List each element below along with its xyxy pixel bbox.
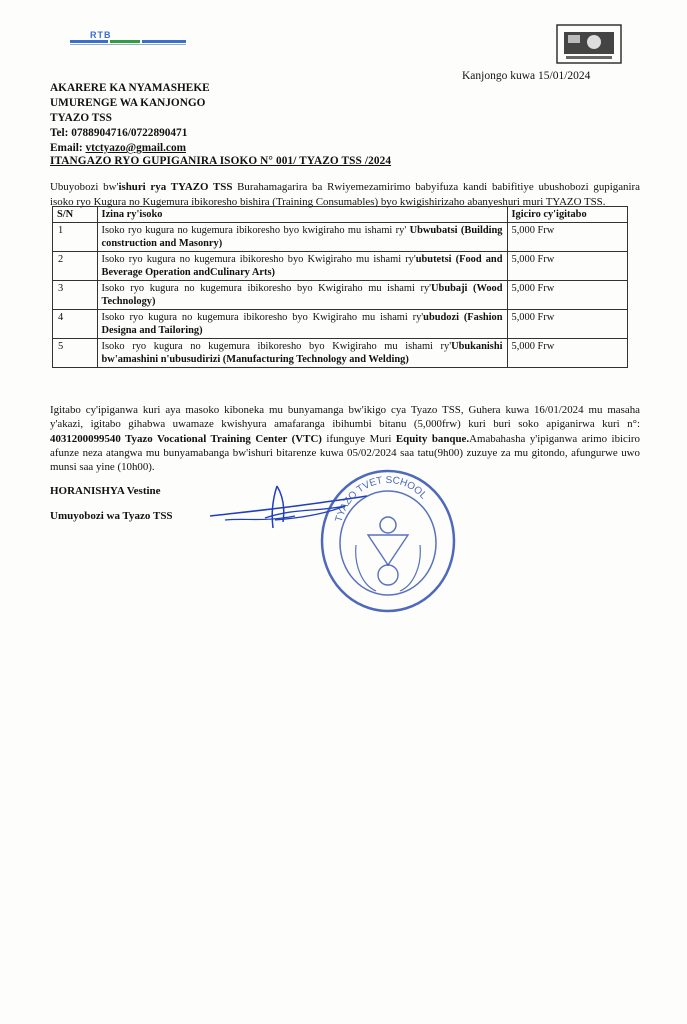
table-row <box>53 339 628 368</box>
header-sn: S/N <box>53 207 98 223</box>
email-line <box>50 141 210 156</box>
notice-title: ITANGAZO RYO GUPIGANIRA ISOKO N° 001/ TYAZO TSS /2024 <box>50 155 392 167</box>
letterhead <box>50 81 210 156</box>
row-text: Isoko ryo kugura no kugemura ibikoresho byo Kwigiraho mu ishami ry' <box>101 254 416 265</box>
row-department: Ubukanishi bw'amashini n'ubusudirizi (Manufacturing Technology and Welding) <box>101 341 503 365</box>
header-name: Izina ry'isoko <box>97 207 507 223</box>
body-paragraph <box>50 403 640 474</box>
table-row <box>53 310 628 339</box>
row-department: ubutetsi (Food and Beverage Operation andCulinary Arts) <box>101 254 503 278</box>
official-stamp-icon <box>318 465 458 615</box>
document-date: Kanjongo kuwa 15/01/2024 <box>462 70 591 82</box>
row-sn: 5 <box>53 339 98 368</box>
rtb-logo <box>70 30 190 52</box>
intro-text-1: Ubuyobozi bw' <box>50 181 119 193</box>
body-text-2: ifunguye Muri <box>321 432 396 445</box>
school-logo-icon <box>554 22 624 66</box>
row-description <box>97 252 507 281</box>
row-price: 5,000 Frw <box>507 252 627 281</box>
row-price: 5,000 Frw <box>507 310 627 339</box>
row-department: Ububaji (Wood Technology) <box>101 283 503 307</box>
table-header-row <box>53 207 628 223</box>
row-description <box>97 339 507 368</box>
row-description <box>97 223 507 252</box>
row-description <box>97 281 507 310</box>
telephone: Tel: 0788904716/0722890471 <box>50 127 188 139</box>
school-name: TYAZO TSS <box>50 112 112 124</box>
row-sn: 2 <box>53 252 98 281</box>
district-name: AKARERE KA NYAMASHEKE <box>50 82 210 94</box>
header-price: Igiciro cy'igitabo <box>507 207 627 223</box>
bank-name-bold: Equity banque. <box>395 432 470 445</box>
row-sn: 4 <box>53 310 98 339</box>
row-text: Isoko ryo kugura no kugemura ibikoresho byo Kwigiraho mu ishami ry' <box>101 312 424 323</box>
row-description <box>97 310 507 339</box>
row-text: Isoko ryo kugura no kugemura ibikoresho byo Kwigiraho mu ishami ry' <box>101 341 452 352</box>
intro-school-bold: ishuri rya TYAZO TSS <box>118 181 233 193</box>
rtb-logo-bars-icon <box>70 40 186 46</box>
row-sn: 1 <box>53 223 98 252</box>
table-row <box>53 223 628 252</box>
row-price: 5,000 Frw <box>507 223 627 252</box>
bank-account-bold: 4031200099540 Tyazo Vocational Training Center (VTC) <box>50 432 322 445</box>
row-text: Isoko ryo kugura no kugemura ibikoresho byo Kwigiraho mu ishami ry' <box>101 283 432 294</box>
stamp-text: TYAZO TVET SCHOOL <box>333 474 429 524</box>
rtb-logo-text: RTB <box>90 30 112 40</box>
email-label: Email: <box>50 142 86 154</box>
row-department: ubudozi (Fashion Designa and Tailoring) <box>101 312 503 336</box>
signatory-name: HORANISHYA Vestine <box>50 485 161 497</box>
intro-text-2: Burahamagarira ba Rwiyemezamirimo babyifuza kandi babifitiye ubushobozi gupiganira isoko ryo Kugura no Kugemura ibikoresho bishira (Training Consumables) byo kwigishirizaho abanyeshuri muri TYAZO TSS. <box>50 181 640 208</box>
body-text-1: Igitabo cy'ipiganwa kuri aya masoko kiboneka mu bunyamanga bw'ikigo cya Tyazo TSS, Guhera kuwa 16/01/2024 mu masaha y'akazi, igitabo gihabwa uwamaze kwishyura amafaranga ibihumbi bitanu (5,000frw) kuri buri soko apiganirwa kuri n°: <box>50 404 640 431</box>
table-row <box>53 281 628 310</box>
row-sn: 3 <box>53 281 98 310</box>
row-price: 5,000 Frw <box>507 281 627 310</box>
tender-table <box>52 206 628 368</box>
signatory-title: Umuyobozi wa Tyazo TSS <box>50 510 173 522</box>
row-price: 5,000 Frw <box>507 339 627 368</box>
body-text-3: Amabahasha y'ipiganwa arimo ibiciro afunze neza atangwa mu bunyamabanga bw'ishuri bitarenze kuwa 05/02/2024 saa tatu(9h00) zuzuye za mu gitondo, afungurwe uwo munsi saa yine (10h00). <box>50 432 640 474</box>
row-text: Isoko ryo kugura no kugemura ibikoresho byo kwigiraho mu ishami ry' <box>101 225 410 236</box>
table-row <box>53 252 628 281</box>
row-department: Ubwubatsi (Building construction and Masonry) <box>101 225 503 249</box>
email-link[interactable]: vtctyazo@gmail.com <box>85 142 187 154</box>
sector-name: UMURENGE WA KANJONGO <box>50 97 206 109</box>
intro-paragraph <box>50 180 640 209</box>
